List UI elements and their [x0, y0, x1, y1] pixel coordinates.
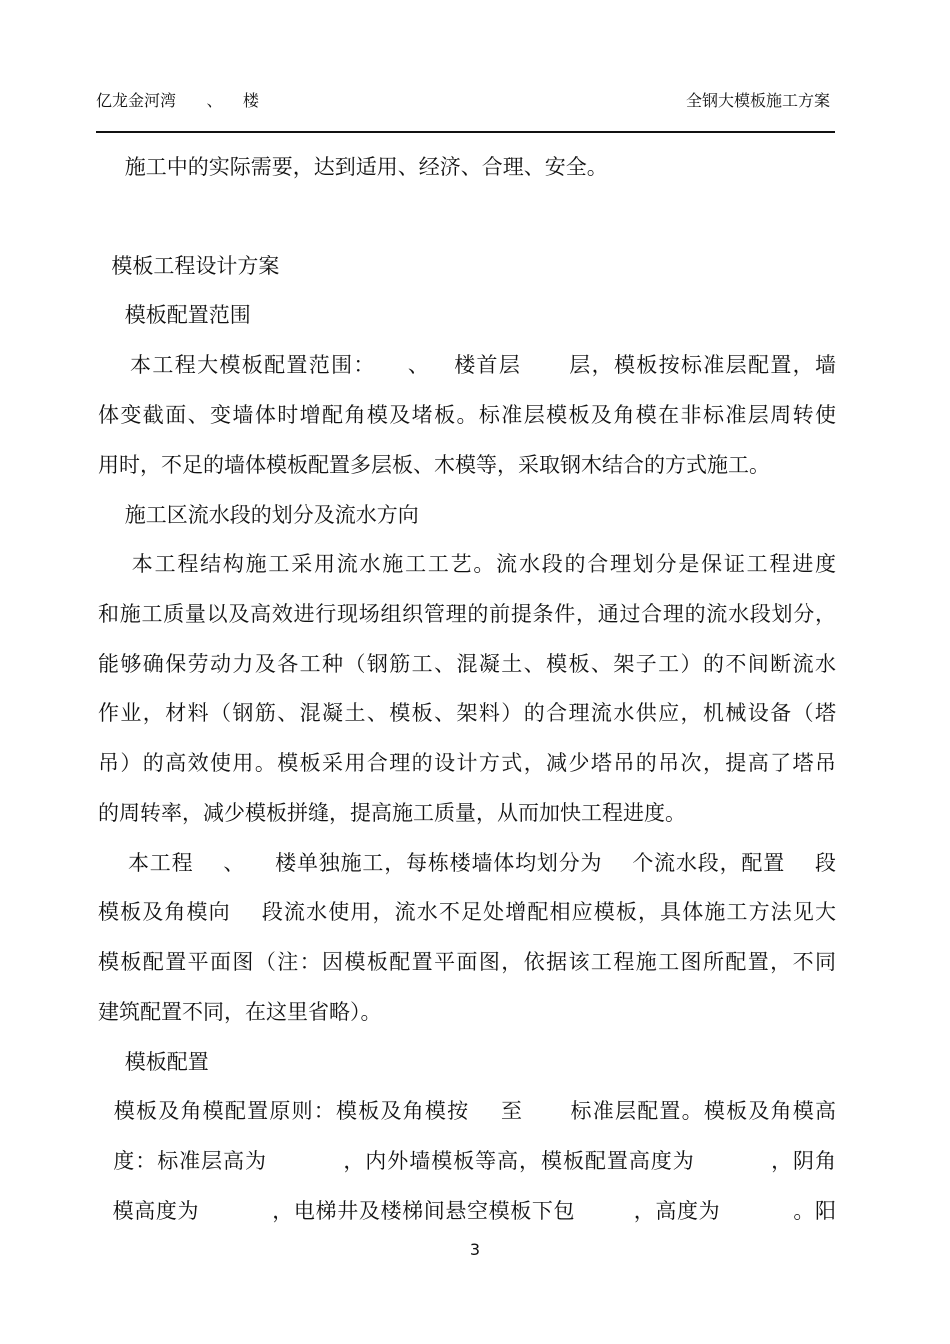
- header-right: 全钢大模板施工方案: [685, 91, 830, 110]
- section-heading: 模板工程设计方案: [98, 254, 280, 278]
- paragraph-line: 本工程 、 楼单独施工，每栋楼墙体均划分为 个流水段，配置 段: [98, 851, 836, 875]
- section-heading: 施工区流水段的划分及流水方向: [98, 503, 419, 527]
- header-left: 亿龙金河湾 、 楼: [96, 91, 259, 110]
- page-number: 3: [469, 1240, 481, 1259]
- paragraph-line: 能够确保劳动力及各工种（钢筋工、混凝土、模板、架子工）的不间断流水: [98, 652, 836, 676]
- paragraph-line: 建筑配置不同，在这里省略）。: [98, 1000, 382, 1024]
- section-heading: 模板配置范围: [98, 303, 251, 327]
- paragraph-line: 模高度为 ，电梯井及楼梯间悬空模板下包 ，高度为 。阳: [98, 1199, 836, 1223]
- paragraph-line: 作业，材料（钢筋、混凝土、模板、架料）的合理流水供应，机械设备（塔: [98, 701, 836, 725]
- paragraph-line: 本工程大模板配置范围： 、 楼首层 层，模板按标准层配置，墙: [98, 353, 836, 377]
- paragraph-line: 的周转率，减少模板拼缝，提高施工质量，从而加快工程进度。: [98, 801, 686, 825]
- paragraph-line: 和施工质量以及高效进行现场组织管理的前提条件，通过合理的流水段划分，: [98, 602, 836, 626]
- paragraph-line: 模板及角模配置原则：模板及角模按 至 标准层配置。模板及角模高: [98, 1099, 836, 1123]
- paragraph-line: 吊）的高效使用。模板采用合理的设计方式，减少塔吊的吊次，提高了塔吊: [98, 751, 836, 775]
- section-heading: 模板配置: [98, 1050, 209, 1074]
- paragraph-line: 施工中的实际需要，达到适用、经济、合理、安全。: [98, 155, 608, 179]
- paragraph-line: 度：标准层高为 ，内外墙模板等高，模板配置高度为 ，阴角: [98, 1149, 836, 1173]
- paragraph-line: 用时，不足的墙体模板配置多层板、木模等，采取钢木结合的方式施工。: [98, 453, 770, 477]
- paragraph-line: 模板配置平面图（注：因模板配置平面图，依据该工程施工图所配置，不同: [98, 950, 836, 974]
- paragraph-line: 体变截面、变墙体时增配角模及堵板。标准层模板及角模在非标准层周转使: [98, 403, 836, 427]
- header-divider: [96, 131, 835, 133]
- paragraph-line: 模板及角模向 段流水使用，流水不足处增配相应模板，具体施工方法见大: [98, 900, 836, 924]
- paragraph-line: 本工程结构施工采用流水施工工艺。流水段的合理划分是保证工程进度: [98, 552, 836, 576]
